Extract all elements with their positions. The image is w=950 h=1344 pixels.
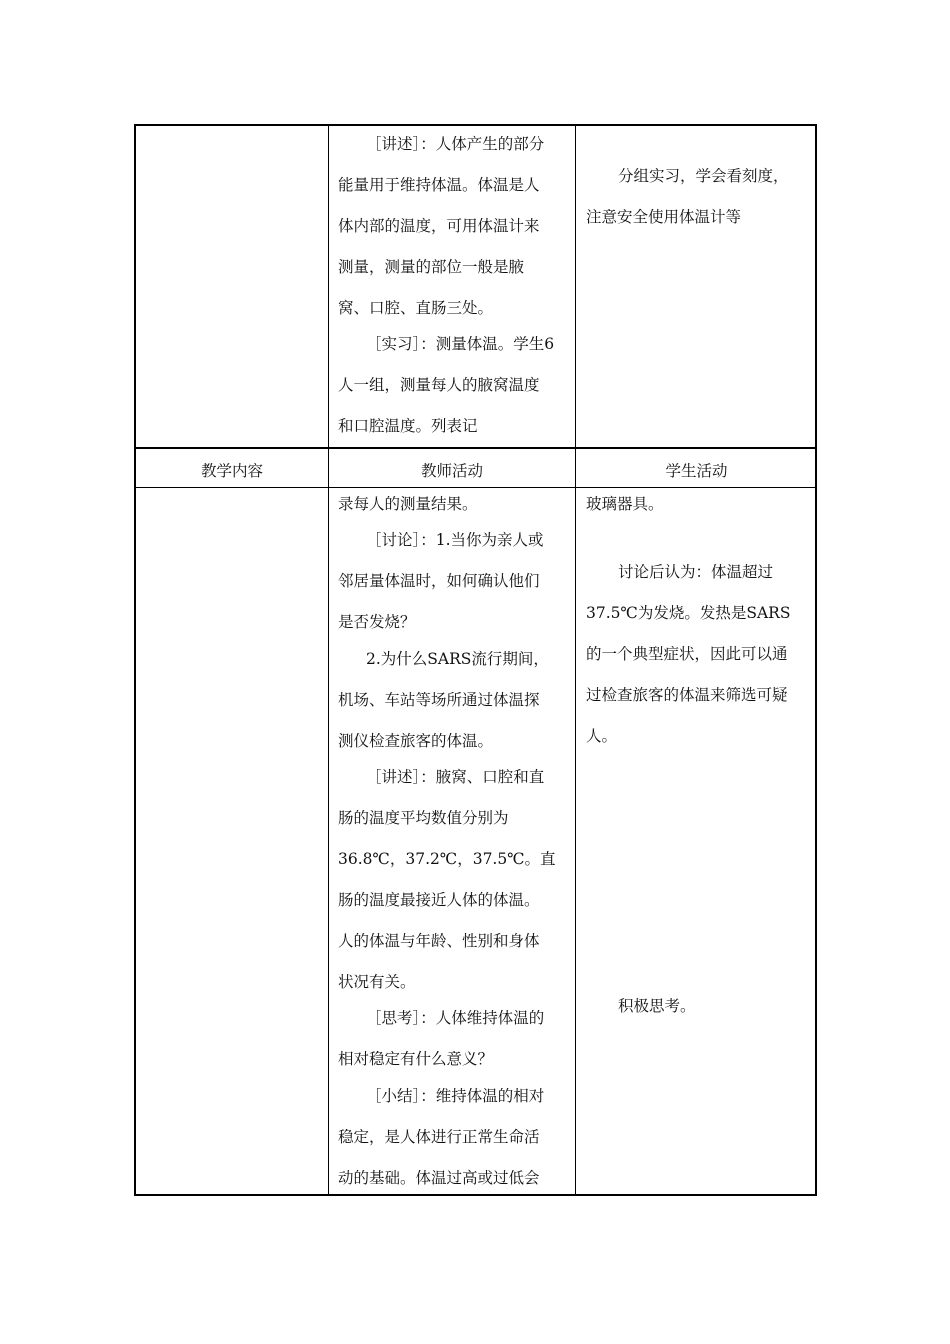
header-col-student: 学生活动 <box>665 462 728 480</box>
text-line: 36.8℃，37.2℃，37.5℃。直 <box>338 850 556 868</box>
header-top-border <box>136 447 815 449</box>
text-line: ［实习］：测量体温。学生6 <box>366 335 555 353</box>
top-student-cell <box>576 126 817 447</box>
text-line: 过检查旅客的体温来筛选可疑 <box>586 686 788 704</box>
header-col-content: 教学内容 <box>200 462 263 480</box>
top-teacher-cell <box>328 126 575 447</box>
text-line: ［讲述］：腋窝、口腔和直 <box>366 768 545 786</box>
text-line: ［讨论］：1.当你为亲人或 <box>366 531 544 549</box>
text-line: 肠的温度平均数值分别为 <box>338 809 509 827</box>
text-line: 动的基础。体温过高或过低会 <box>338 1169 540 1187</box>
lesson-table <box>134 124 817 1196</box>
text-line: 玻璃器具。 <box>586 495 664 513</box>
text-line: 相对稳定有什么意义？ <box>338 1050 494 1068</box>
text-line: 窝、口腔、直肠三处。 <box>338 299 494 317</box>
text-line: 稳定，是人体进行正常生命活 <box>338 1128 540 1146</box>
text-line: 和口腔温度。列表记 <box>338 417 478 435</box>
text-line: 注意安全使用体温计等 <box>586 208 742 226</box>
text-line: 的一个典型症状，因此可以通 <box>586 645 788 663</box>
text-line: 人一组，测量每人的腋窝温度 <box>338 376 540 394</box>
text-line: 2.为什么SARS流行期间， <box>366 650 549 668</box>
text-line: 人。 <box>586 727 618 745</box>
text-line: 37.5℃为发烧。发热是SARS <box>586 604 791 622</box>
bottom-student-cell <box>576 488 817 1196</box>
text-line: 体内部的温度，可用体温计来 <box>338 217 540 235</box>
text-line: ［小结］：维持体温的相对 <box>366 1087 545 1105</box>
bottom-teacher-cell <box>328 488 575 1196</box>
text-line: 是否发烧？ <box>338 613 416 631</box>
text-line: 能量用于维持体温。体温是人 <box>338 176 540 194</box>
text-line: 讨论后认为：体温超过 <box>618 563 774 581</box>
text-line: 录每人的测量结果。 <box>338 495 478 513</box>
text-line: 机场、车站等场所通过体温探 <box>338 691 540 709</box>
text-line: 肠的温度最接近人体的体温。 <box>338 891 540 909</box>
text-line: ［讲述］：人体产生的部分 <box>366 135 545 153</box>
header-col-teacher: 教师活动 <box>420 462 483 480</box>
text-line: 人的体温与年龄、性别和身体 <box>338 932 540 950</box>
text-line: 积极思考。 <box>618 997 696 1015</box>
text-line: ［思考］：人体维持体温的 <box>366 1009 545 1027</box>
text-line: 邻居量体温时，如何确认他们 <box>338 572 540 590</box>
text-line: 测量，测量的部位一般是腋 <box>338 258 525 276</box>
text-line: 状况有关。 <box>338 973 416 991</box>
text-line: 测仪检查旅客的体温。 <box>338 732 494 750</box>
text-line: 分组实习，学会看刻度， <box>618 167 789 185</box>
